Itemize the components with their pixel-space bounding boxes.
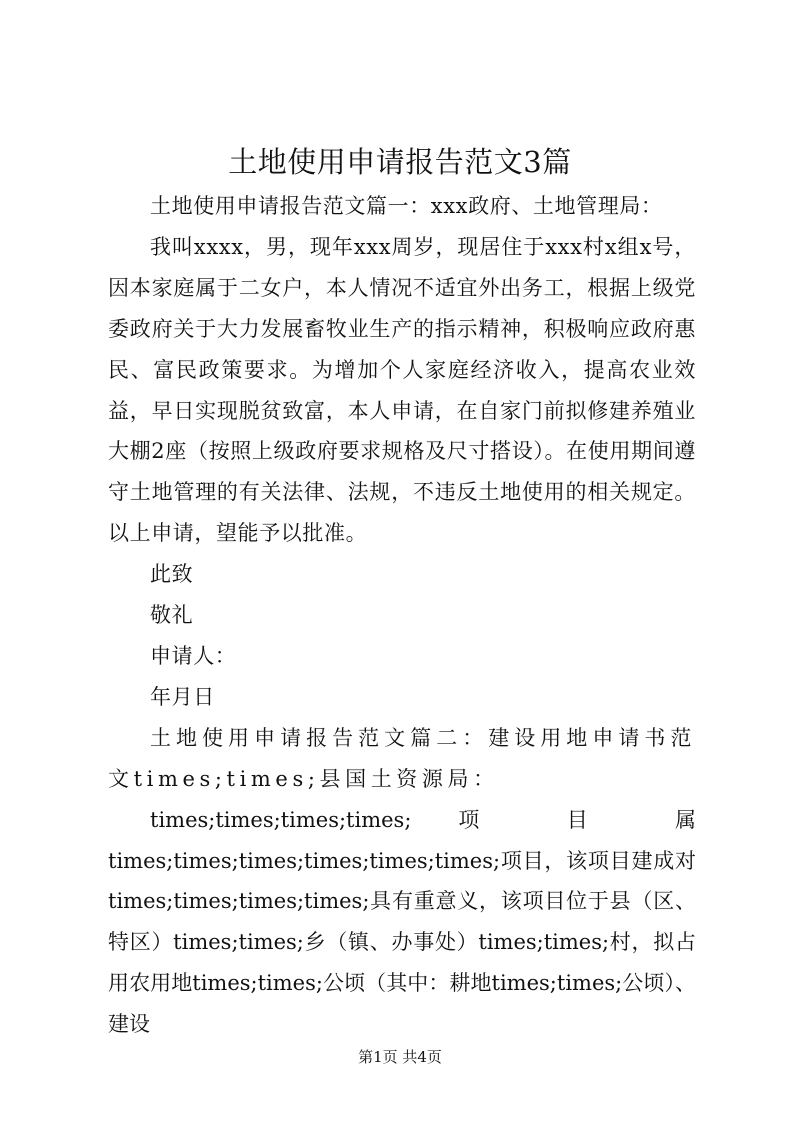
paragraph-section-two-heading: 土地使用申请报告范文篇二：建设用地申请书范文times;times;县国土资源局： <box>108 725 696 791</box>
paragraph-closing: 此致 <box>150 562 194 587</box>
paragraph-application: 我叫xxxx，男，现年xxx周岁，现居住于xxx村x组x号，因本家庭属于二女户，本人情况不适宜外出务工，根据上级党委政府关于大力发展畜牧业生产的指示精神，积极响应政府惠民、富民政策要求。为增加个人家庭经济收入，提高农业效益，早日实现脱贫致富，本人申请，在自家门前拟修建养殖业大棚2座（按照上级政府要求规格及尺寸搭设）。在使用期间遵守土地管理的有关法律、法规，不违反土地使用的相关规定。以上申请，望能予以批准。 <box>108 234 696 546</box>
paragraph-date: 年月日 <box>150 684 215 709</box>
page-footer: 第1页 共4页 <box>358 1048 442 1066</box>
paragraph-intro: 土地使用申请报告范文篇一：xxx政府、土地管理局： <box>150 194 663 218</box>
paragraph-applicant: 申请人： <box>150 643 237 668</box>
paragraph-section-two-body: times;times;times;times; 项 目 属 times;times;times;times;times;times;项目，该项目建成对times;times;times;times;具有重意义，该项目位于县（区、特区）times;times;乡（镇、办事处）times;times;村，拟占用农用地times;times;公顷（其中：耕地times;times;公顷）、建设 <box>108 807 696 1037</box>
paragraph-salutation: 敬礼 <box>150 603 194 628</box>
document-title: 土地使用申请报告范文3篇 <box>228 145 572 179</box>
document-body <box>108 186 696 1045</box>
